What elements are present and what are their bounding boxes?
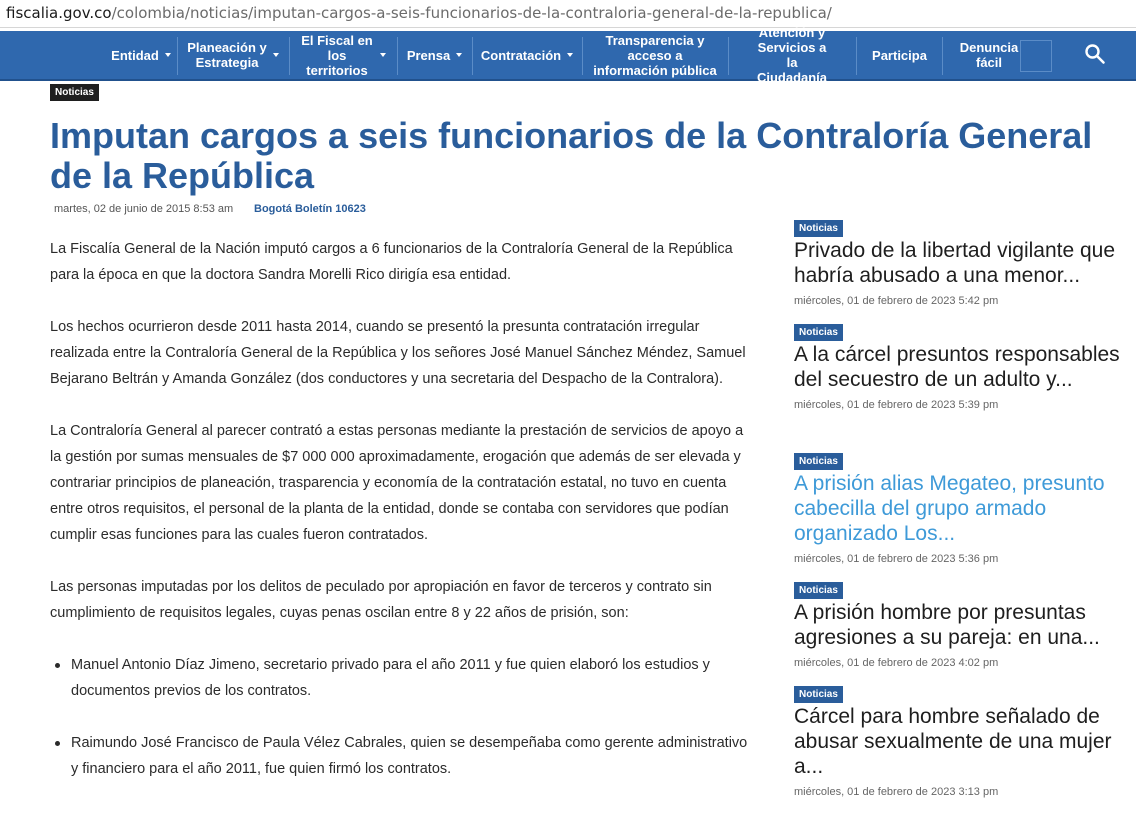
- nav-item-label: Planeación y Estrategia: [187, 40, 267, 70]
- article-body: [50, 236, 750, 808]
- nav-item-label: Transparencia y acceso a información pública: [593, 32, 717, 78]
- sidebar-news-item: [794, 684, 1124, 798]
- sidebar-news-item: [794, 451, 1124, 565]
- nav-item-prensa[interactable]: [398, 31, 471, 79]
- news-date: miércoles, 01 de febrero de 2023 5:39 pm: [794, 399, 999, 411]
- chevron-down-icon: [380, 53, 386, 57]
- news-date: miércoles, 01 de febrero de 2023 5:36 pm: [794, 553, 999, 565]
- nav-item-contratacion[interactable]: [473, 31, 581, 79]
- nav-item-label: El Fiscal en los territorios: [301, 32, 373, 78]
- article-date: martes, 02 de junio de 2015 8:53 am: [54, 203, 234, 215]
- nav-item-atencion[interactable]: [729, 25, 855, 85]
- news-tag[interactable]: Noticias: [794, 324, 843, 341]
- article-source-link[interactable]: Bogotá Boletín 10623: [254, 203, 366, 215]
- nav-item-planeacion[interactable]: [178, 31, 288, 79]
- news-title-link[interactable]: A prisión alias Megateo, presunto cabecilla del grupo armado organizado Los...: [794, 472, 1105, 545]
- url-path: /colombia/noticias/imputan-cargos-a-seis-funcionarios-de-la-contraloria-general-de-la-republica/: [111, 4, 832, 22]
- nav-item-label: Entidad: [111, 47, 159, 63]
- nav-item-label: Contratación: [480, 47, 562, 63]
- article-paragraph: La Fiscalía General de la Nación imputó cargos a 6 funcionarios de la Contraloría General de la República para la época en que la doctora Sandra Morelli Rico dirigía esa entidad.: [50, 241, 733, 283]
- article-paragraph: Los hechos ocurrieron desde 2011 hasta 2014, cuando se presentó la presunta contratación irregular realizada entre la Contraloría General de la República y los señores José Manuel Sánchez Méndez, Samuel Bejarano Beltrán y Amanda González (dos conductores y una secretaria del Despacho de la Contralora).: [50, 319, 746, 387]
- article-paragraph: La Contraloría General al parecer contrató a estas personas mediante la prestación de servicios de apoyo a la gestión por sumas mensuales de $7 000 000 aproximadamente, erogación que además de ser elevada y contrariar principios de planeación, trasparencia y economía de la contratación estatal, no tuvo en cuenta entre otros requisitos, el personal de la planta de la entidad, donde se contaba con servidores que podían cumplir esas funciones para las cuales fueron contratados.: [50, 423, 744, 543]
- category-badge[interactable]: Noticias: [50, 84, 99, 101]
- article-title: Imputan cargos a seis funcionarios de la Contraloría General de la República: [50, 115, 1093, 196]
- article-paragraph: Las personas imputadas por los delitos de peculado por apropiación en favor de terceros y contrato sin cumplimiento de requisitos legales, cuyas penas oscilan entre 8 y 22 años de prisión, son:: [50, 579, 712, 621]
- nav-item-fiscal-territorios[interactable]: [290, 31, 396, 79]
- nav-item-label: Participa: [872, 47, 927, 63]
- list-item: Manuel Antonio Díaz Jimeno, secretario privado para el año 2011 y fue quien elaboró los estudios y documentos previos de los contratos.: [71, 652, 750, 704]
- url-bar[interactable]: [0, 0, 1136, 28]
- nav-item-label: Denuncia fácil: [959, 40, 1019, 70]
- chevron-down-icon: [567, 53, 573, 57]
- sidebar-news-item: [794, 580, 1124, 669]
- main-nav: [0, 25, 1136, 85]
- imputed-list: [50, 652, 750, 782]
- news-tag[interactable]: Noticias: [794, 453, 843, 470]
- news-title-link[interactable]: Privado de la libertad vigilante que habría abusado a una menor...: [794, 239, 1116, 287]
- news-tag[interactable]: Noticias: [794, 220, 843, 237]
- nav-item-transparencia[interactable]: [583, 31, 727, 79]
- news-tag[interactable]: Noticias: [794, 686, 843, 703]
- news-title-link[interactable]: A prisión hombre por presuntas agresiones a su pareja: en una...: [794, 601, 1100, 649]
- nav-item-entidad[interactable]: [106, 31, 176, 79]
- chevron-down-icon: [273, 53, 279, 57]
- sidebar-news-item: [794, 322, 1124, 411]
- nav-item-label: Atención y Servicios a la Ciudadanía: [756, 25, 828, 85]
- chevron-down-icon: [165, 53, 171, 57]
- nav-item-label: Prensa: [406, 47, 451, 63]
- nav-extra-box[interactable]: [1020, 40, 1052, 72]
- chevron-down-icon: [456, 53, 462, 57]
- article-meta: [54, 203, 366, 215]
- search-icon[interactable]: [1084, 43, 1106, 65]
- news-date: miércoles, 01 de febrero de 2023 5:42 pm: [794, 295, 999, 307]
- news-date: miércoles, 01 de febrero de 2023 4:02 pm: [794, 657, 999, 669]
- news-tag[interactable]: Noticias: [794, 582, 843, 599]
- nav-item-participa[interactable]: [857, 31, 942, 79]
- news-title-link[interactable]: A la cárcel presuntos responsables del secuestro de un adulto y...: [794, 343, 1120, 391]
- list-item: Raimundo José Francisco de Paula Vélez Cabrales, quien se desempeñaba como gerente administrativo y financiero para el año 2011, fue quien firmó los contratos.: [71, 730, 750, 782]
- news-date: miércoles, 01 de febrero de 2023 3:13 pm: [794, 786, 999, 798]
- sidebar-news-item: [794, 218, 1124, 307]
- url-host: fiscalia.gov.co: [6, 4, 112, 22]
- news-title-link[interactable]: Cárcel para hombre señalado de abusar sexualmente de una mujer a...: [794, 705, 1112, 778]
